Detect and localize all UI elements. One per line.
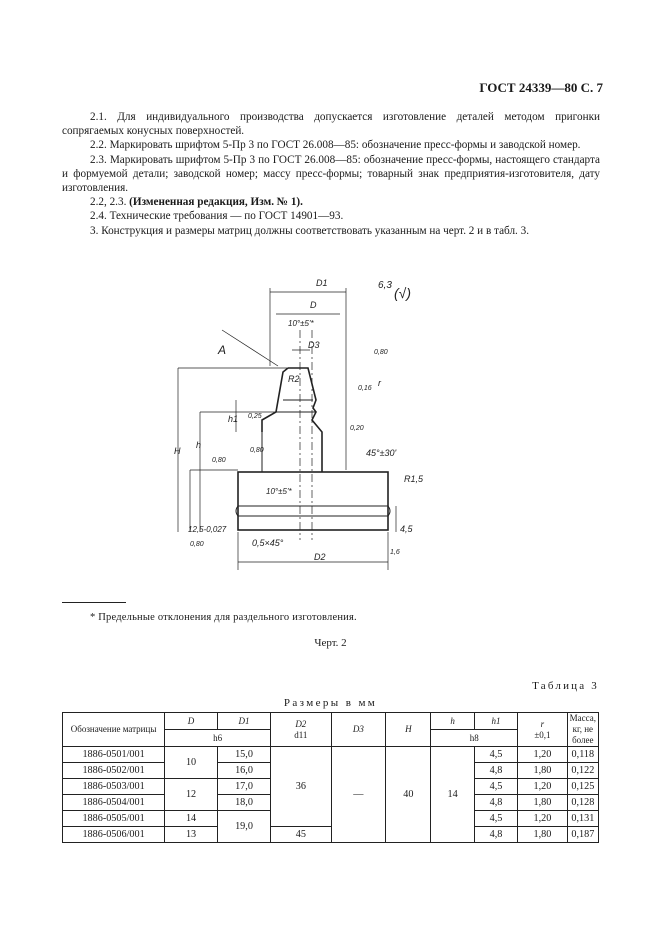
edit-note-bold: (Измененная редакция, Изм. № 1). xyxy=(129,196,303,209)
cell-small-h: 14 xyxy=(431,747,474,843)
label-dim-45: 4,5 xyxy=(400,524,413,534)
th-d1: D1 xyxy=(217,713,270,730)
cell-r: 1,20 xyxy=(518,811,567,827)
cell-r: 1,80 xyxy=(518,763,567,779)
label-dim-125: 12,5-0,027 xyxy=(188,525,227,534)
cell-code: 1886-0501/001 xyxy=(63,747,165,763)
paragraph-3: 3. Конструкция и размеры матриц должны соответствовать указанным на черт. 2 и в табл. 3. xyxy=(90,224,530,237)
th-d2 xyxy=(271,713,331,747)
cell-d3: — xyxy=(331,747,386,843)
table-label: Таблица 3 xyxy=(532,680,599,692)
label-r2: R2 xyxy=(288,374,300,384)
cell-code: 1886-0503/001 xyxy=(63,779,165,795)
cell-h1: 4,8 xyxy=(474,763,517,779)
label-chamfer: 0,5×45° xyxy=(252,538,284,548)
cell-mass: 0,125 xyxy=(567,779,598,795)
cell-h1: 4,8 xyxy=(474,827,517,843)
th-r-label: r xyxy=(540,718,545,729)
dimension-labels xyxy=(174,278,424,562)
body-text xyxy=(62,110,600,238)
table-row xyxy=(63,827,599,843)
cell-h1: 4,5 xyxy=(474,779,517,795)
cell-d1: 19,0 xyxy=(217,811,270,843)
cell-d: 13 xyxy=(165,827,218,843)
paragraph-2-2: 2.2. Маркировать шрифтом 5-Пр 3 по ГОСТ 26.008—85: обозначение пресс-формы и заводской номер. xyxy=(90,139,581,152)
cell-code: 1886-0504/001 xyxy=(63,795,165,811)
drawing-caption: Черт. 2 xyxy=(314,637,347,649)
th-d: D xyxy=(165,713,218,730)
center-line xyxy=(300,330,312,540)
cell-h1: 4,5 xyxy=(474,811,517,827)
th-d3: D3 xyxy=(331,713,386,747)
footnote: * Предельные отклонения для раздельного изготовления. xyxy=(90,612,357,623)
cell-code: 1886-0502/001 xyxy=(63,763,165,779)
th-small-h: h xyxy=(431,713,474,730)
label-d1: D1 xyxy=(316,278,328,288)
cell-r: 1,20 xyxy=(518,779,567,795)
label-roughness-f: 0,80 xyxy=(250,447,264,454)
cell-d1: 17,0 xyxy=(217,779,270,795)
label-angle-chamfer: 45°±30' xyxy=(366,448,397,458)
th-designation: Обозначение матрицы xyxy=(63,713,165,747)
cell-d2: 45 xyxy=(271,827,331,843)
cell-r: 1,80 xyxy=(518,795,567,811)
paragraph-2-4: 2.4. Технические требования — по ГОСТ 14901—93. xyxy=(90,210,344,223)
label-big-h: H xyxy=(174,446,181,456)
cell-h: 40 xyxy=(386,747,431,843)
page-header: ГОСТ 24339—80 С. 7 xyxy=(479,80,603,95)
cell-mass: 0,118 xyxy=(567,747,598,763)
dimensions-table xyxy=(62,712,599,843)
label-roughness-g: 0,80 xyxy=(190,541,204,548)
cell-h1: 4,5 xyxy=(474,747,517,763)
cell-r: 1,20 xyxy=(518,747,567,763)
th-h8: h8 xyxy=(431,730,518,747)
cell-d: 14 xyxy=(165,811,218,827)
label-h: h xyxy=(196,440,202,450)
th-h1: h1 xyxy=(474,713,517,730)
th-d2-label: D2 xyxy=(295,718,307,729)
label-angle-bottom: 10°±5'* xyxy=(266,487,292,496)
cell-d: 12 xyxy=(165,779,218,811)
th-r-tol: ±0,1 xyxy=(534,729,551,740)
label-roughness-e: 0,80 xyxy=(212,457,226,464)
label-roughness-d: 0,20 xyxy=(350,425,364,432)
cell-r: 1,80 xyxy=(518,827,567,843)
label-roughness-b: 0,16 xyxy=(358,385,372,392)
label-roughness-suffix: (√) xyxy=(394,285,412,301)
label-angle-top: 10°±5'* xyxy=(288,319,314,328)
cell-d: 10 xyxy=(165,747,218,779)
footnote-rule xyxy=(62,602,126,603)
label-roughness-c: 0,25 xyxy=(248,413,262,420)
cell-mass: 0,187 xyxy=(567,827,598,843)
th-d2-tol: d11 xyxy=(294,729,308,740)
cell-mass: 0,122 xyxy=(567,763,598,779)
table-caption: Размеры в мм xyxy=(283,697,378,709)
th-r xyxy=(518,713,567,747)
table-row xyxy=(63,747,599,763)
th-mass: Масса, кг, не более xyxy=(567,713,598,747)
label-d3: D3 xyxy=(308,340,320,350)
label-d2: D2 xyxy=(314,552,326,562)
technical-drawing xyxy=(150,270,450,570)
cell-code: 1886-0506/001 xyxy=(63,827,165,843)
paragraph-2-3: 2.3. Маркировать шрифтом 5-Пр 3 по ГОСТ 26.008—85: обозначение пресс-формы, настоящего стандарта и формуемой детали; заводской номер; массу пресс-формы; товарный знак предприятия-изготовителя, дату изготовления. xyxy=(62,153,600,195)
cell-d1: 18,0 xyxy=(217,795,270,811)
th-h6: h6 xyxy=(165,730,271,747)
cell-h1: 4,8 xyxy=(474,795,517,811)
th-h: H xyxy=(386,713,431,747)
cell-d1: 15,0 xyxy=(217,747,270,763)
label-d: D xyxy=(310,300,317,310)
label-r: r xyxy=(378,378,381,388)
label-roughness-a: 0,80 xyxy=(374,349,388,356)
label-roughness-h: 1,6 xyxy=(390,549,400,556)
label-h1: h1 xyxy=(228,414,239,424)
label-r15: R1,5 xyxy=(404,474,424,484)
label-a: A xyxy=(218,343,227,357)
label-roughness-main: 6,3 xyxy=(378,280,392,291)
cell-mass: 0,131 xyxy=(567,811,598,827)
cell-d2: 36 xyxy=(271,747,331,827)
cell-code: 1886-0505/001 xyxy=(63,811,165,827)
cell-mass: 0,128 xyxy=(567,795,598,811)
edit-note-prefix: 2.2, 2.3. xyxy=(90,196,130,209)
edit-note xyxy=(62,195,600,209)
paragraph-2-1: 2.1. Для индивидуального производства допускается изготовление деталей методом пригонки сопрягаемых конусных поверхностей. xyxy=(62,111,600,138)
cell-d1: 16,0 xyxy=(217,763,270,779)
